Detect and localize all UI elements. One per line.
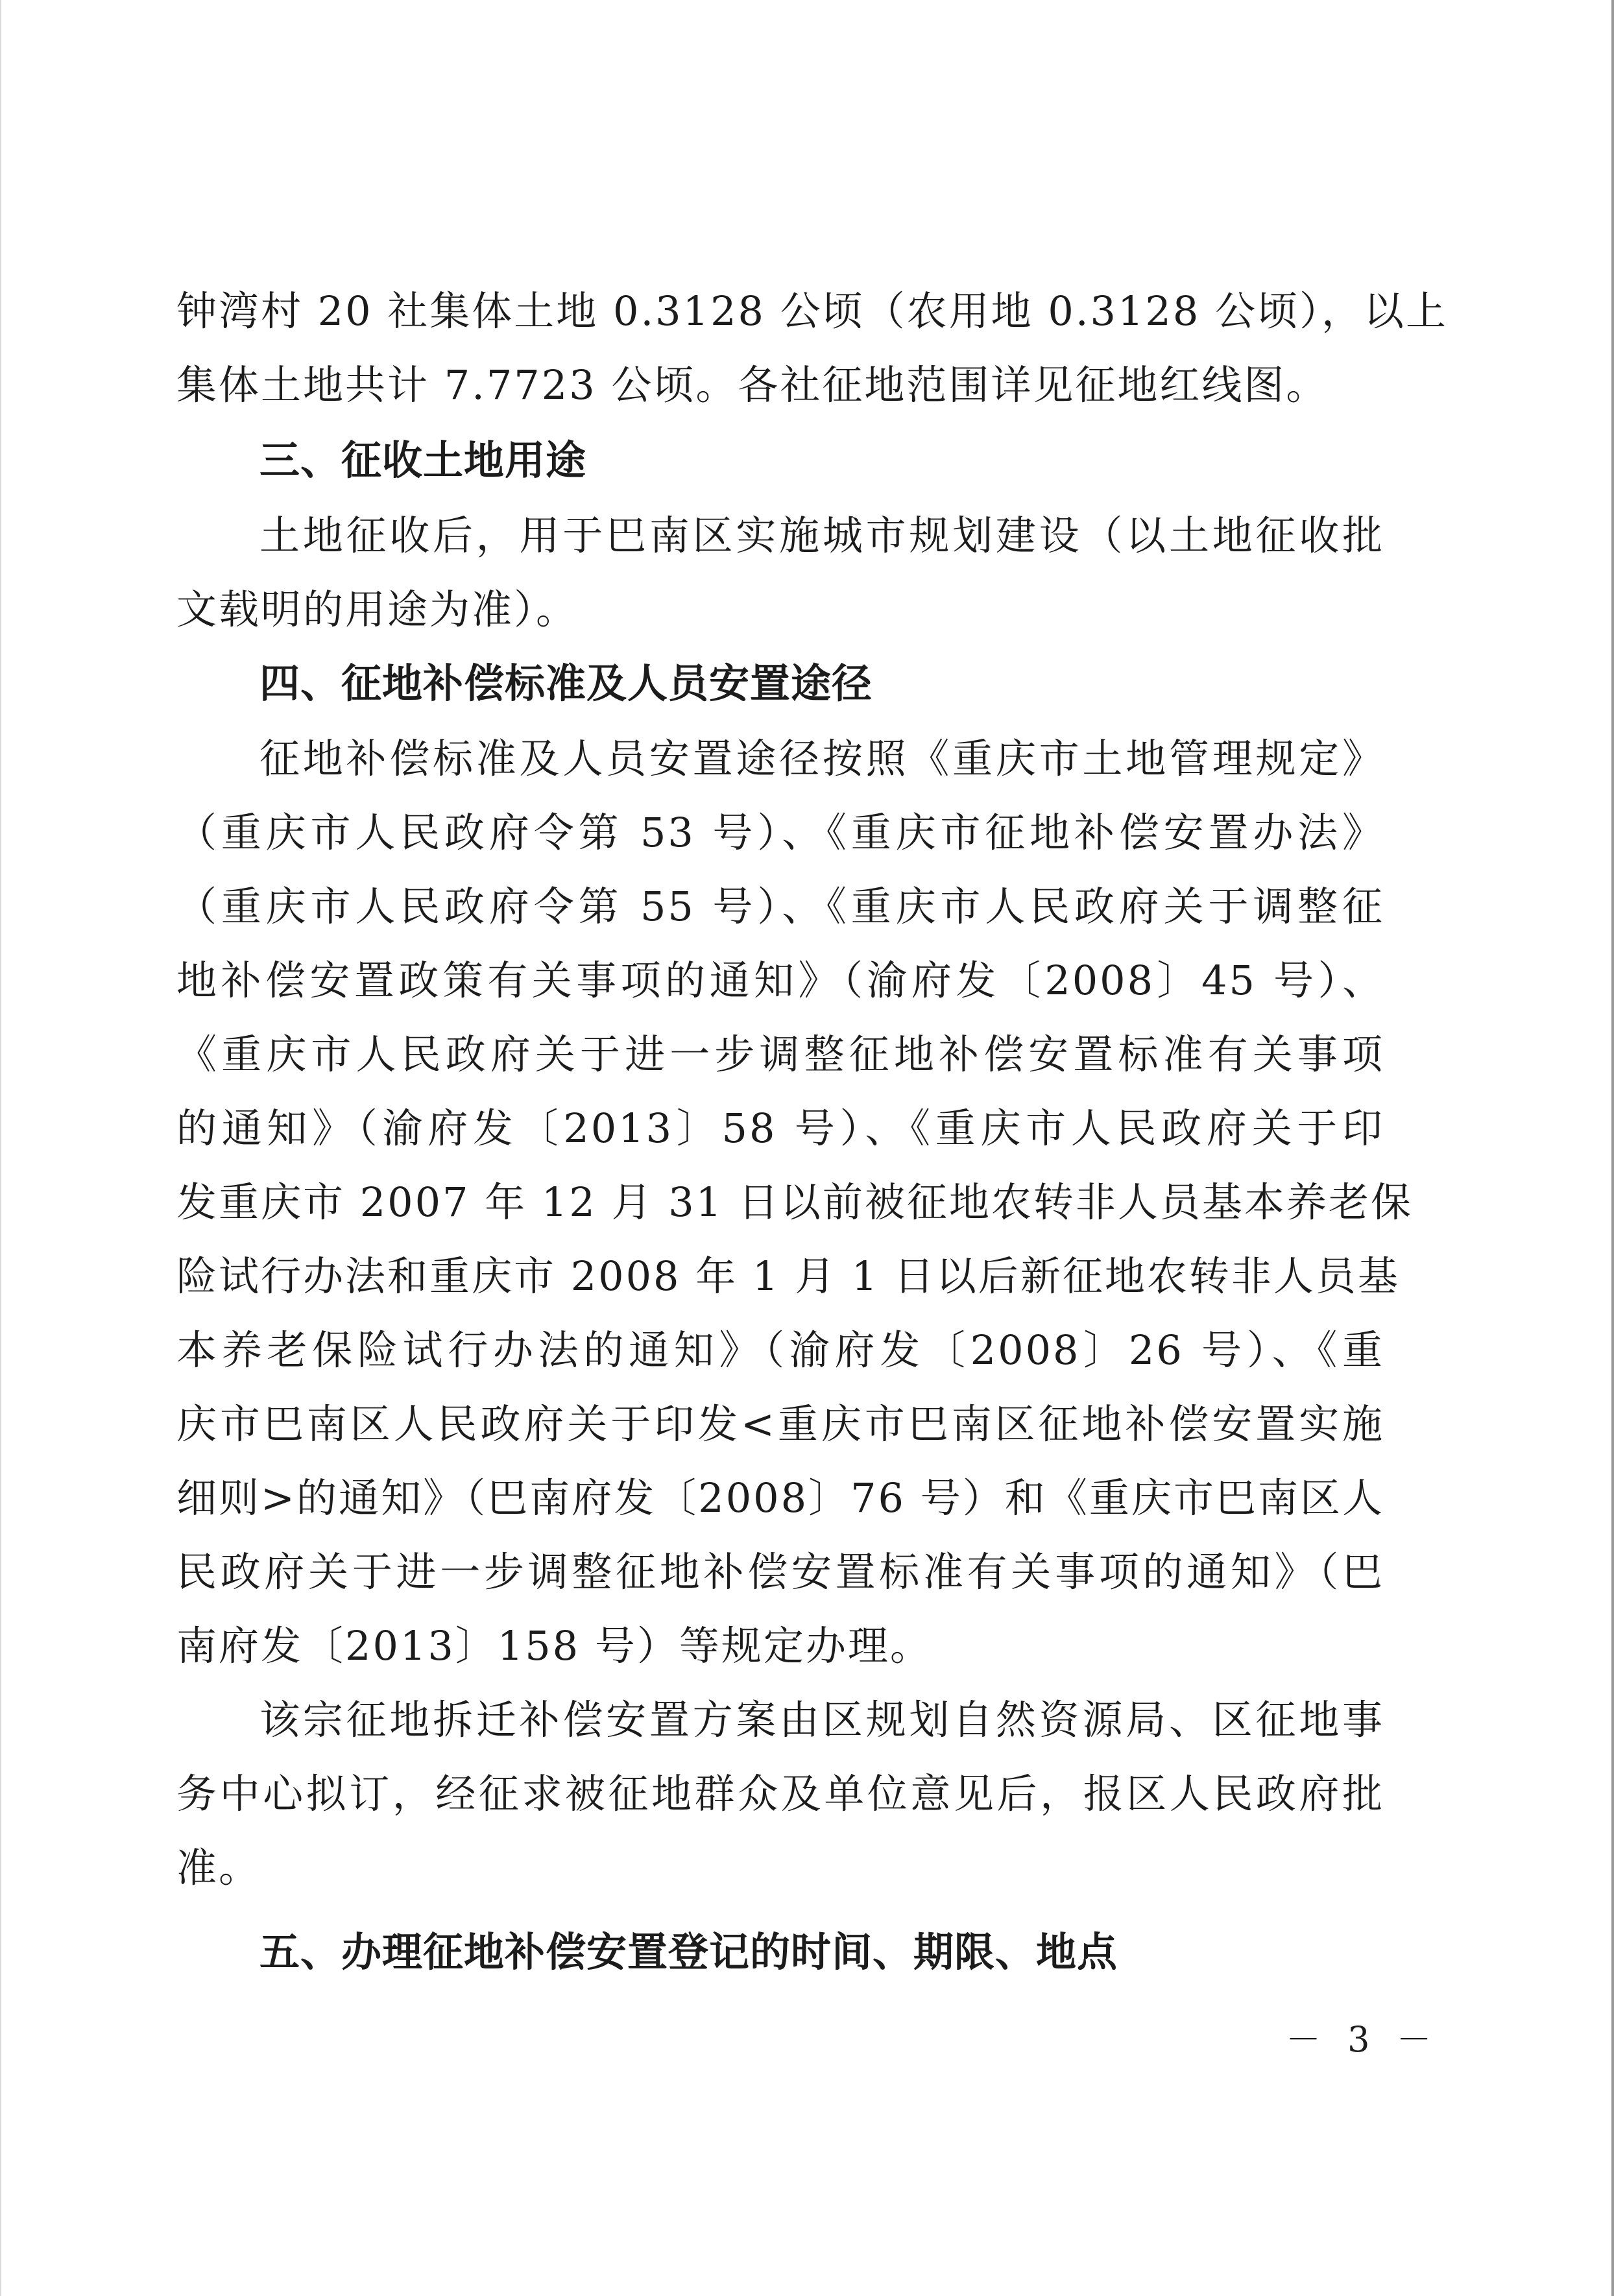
body-text-line: 土地征收后，用于巴南区实施城市规划建设（以土地征收批	[259, 512, 1384, 559]
body-text-line: 发重庆市 2007 年 12 月 31 日以前被征地农转非人员基本养老保	[176, 1178, 1413, 1226]
body-text-line: 集体土地共计 7.7723 公顷。各社征地范围详见征地红线图。	[176, 361, 1329, 409]
body-text-line: 险试行办法和重庆市 2008 年 1 月 1 日以后新征地农转非人员基	[176, 1252, 1400, 1300]
section-heading: 五、办理征地补偿安置登记的时间、期限、地点	[259, 1928, 1118, 1976]
body-text-line: 《重庆市人民政府关于进一步调整征地补偿安置标准有关事项	[176, 1031, 1384, 1078]
body-text-line: 钟湾村 20 社集体土地 0.3128 公顷（农用地 0.3128 公顷），以上	[176, 287, 1449, 335]
body-text-line: 本养老保险试行办法的通知》（渝府发〔2008〕26 号）、《重	[176, 1326, 1384, 1374]
body-text-line: 文载明的用途为准）。	[176, 586, 579, 633]
body-text-line: 民政府关于进一步调整征地补偿安置标准有关事项的通知》（巴	[176, 1548, 1384, 1596]
body-text-line: 地补偿安置政策有关事项的通知》（渝府发〔2008〕45 号）、	[176, 957, 1384, 1004]
body-text-line: 庆市巴南区人民政府关于印发<重庆市巴南区征地补偿安置实施	[176, 1400, 1384, 1448]
body-text-line: 的通知》（渝府发〔2013〕58 号）、《重庆市人民政府关于印	[176, 1105, 1384, 1152]
body-text-line: 务中心拟订，经征求被征地群众及单位意见后，报区人民政府批	[176, 1770, 1384, 1817]
section-heading: 四、征地补偿标准及人员安置途径	[259, 660, 873, 707]
body-text-line: （重庆市人民政府令第 55 号）、《重庆市人民政府关于调整征	[176, 883, 1384, 930]
body-text-line: （重庆市人民政府令第 53 号）、《重庆市征地补偿安置办法》	[176, 809, 1384, 856]
scan-edge-left	[0, 0, 1, 2296]
body-text-line: 准。	[176, 1844, 261, 1891]
body-text-line: 细则>的通知》（巴南府发〔2008〕76 号）和《重庆市巴南区人	[176, 1474, 1384, 1522]
body-text-line: 南府发〔2013〕158 号）等规定办理。	[176, 1622, 932, 1669]
body-text-line: 征地补偿标准及人员安置途径按照《重庆市土地管理规定》	[259, 735, 1384, 782]
scan-edge-right	[1611, 0, 1614, 2296]
body-text-line: 该宗征地拆迁补偿安置方案由区规划自然资源局、区征地事	[259, 1696, 1384, 1743]
section-heading: 三、征收土地用途	[259, 436, 587, 484]
page-number: － 3 －	[1286, 2019, 1439, 2060]
